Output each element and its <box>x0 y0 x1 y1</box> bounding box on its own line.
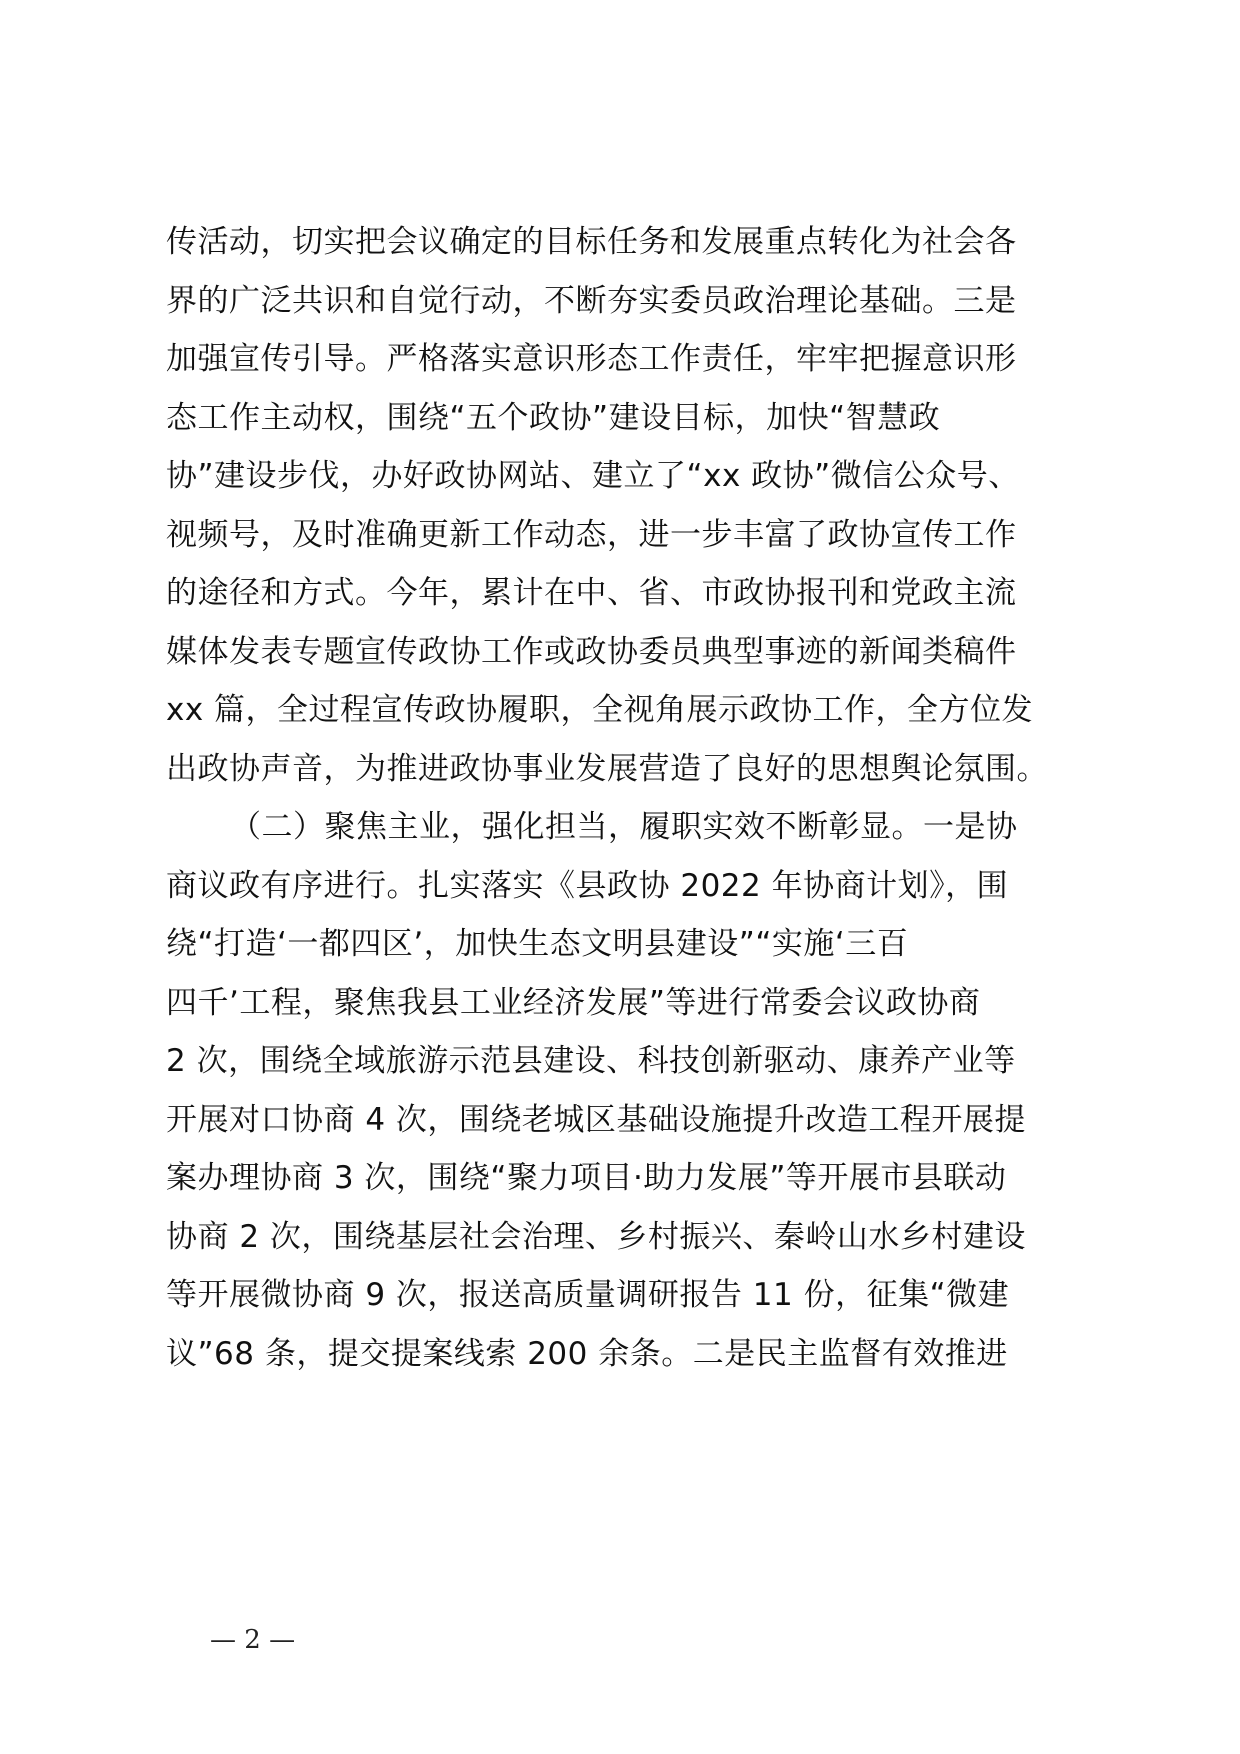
text-line: xx 篇，全过程宣传政协履职，全视角展示政协工作，全方位发 <box>166 692 1034 728</box>
section-heading-line: （二）聚焦主业，强化担当，履职实效不断彰显。一是协 <box>230 809 1018 845</box>
text-line: 传活动，切实把会议确定的目标任务和发展重点转化为社会各 <box>166 224 1017 260</box>
text-line: 绕“打造‘一都四区’，加快生态文明县建设”“实施‘三百 <box>166 926 909 962</box>
text-line: 出政协声音，为推进政协事业发展营造了良好的思想舆论氛围。 <box>166 751 1048 787</box>
text-line: 开展对口协商 4 次，围绕老城区基础设施提升改造工程开展提 <box>166 1102 1026 1138</box>
page-number: — 2 — <box>210 1625 296 1655</box>
text-line: 议”68 条，提交提案线索 200 余条。二是民主监督有效推进 <box>166 1336 1008 1372</box>
text-line: 协商 2 次，围绕基层社会治理、乡村振兴、秦岭山水乡村建设 <box>166 1219 1026 1255</box>
text-line: 视频号，及时准确更新工作动态，进一步丰富了政协宣传工作 <box>166 517 1017 553</box>
text-line: 商议政有序进行。扎实落实《县政协 2022 年协商计划》，围 <box>166 868 1009 904</box>
text-line: 态工作主动权，围绕“五个政协”建设目标，加快“智慧政 <box>166 400 941 436</box>
text-line: 媒体发表专题宣传政协工作或政协委员典型事迹的新闻类稿件 <box>166 634 1017 670</box>
text-line: 界的广泛共识和自觉行动，不断夯实委员政治理论基础。三是 <box>166 283 1017 319</box>
text-line: 等开展微协商 9 次，报送高质量调研报告 11 份，征集“微建 <box>166 1277 1010 1313</box>
text-line: 加强宣传引导。严格落实意识形态工作责任，牢牢把握意识形 <box>166 341 1017 377</box>
text-line: 案办理协商 3 次，围绕“聚力项目·助力发展”等开展市县联动 <box>166 1160 1007 1196</box>
text-line: 协”建设步伐，办好政协网站、建立了“xx 政协”微信公众号、 <box>166 458 1020 494</box>
text-line: 2 次，围绕全域旅游示范县建设、科技创新驱动、康养产业等 <box>166 1043 1016 1079</box>
text-line: 四千’工程，聚焦我县工业经济发展”等进行常委会议政协商 <box>166 985 981 1021</box>
text-line: 的途径和方式。今年，累计在中、省、市政协报刊和党政主流 <box>166 575 1017 611</box>
